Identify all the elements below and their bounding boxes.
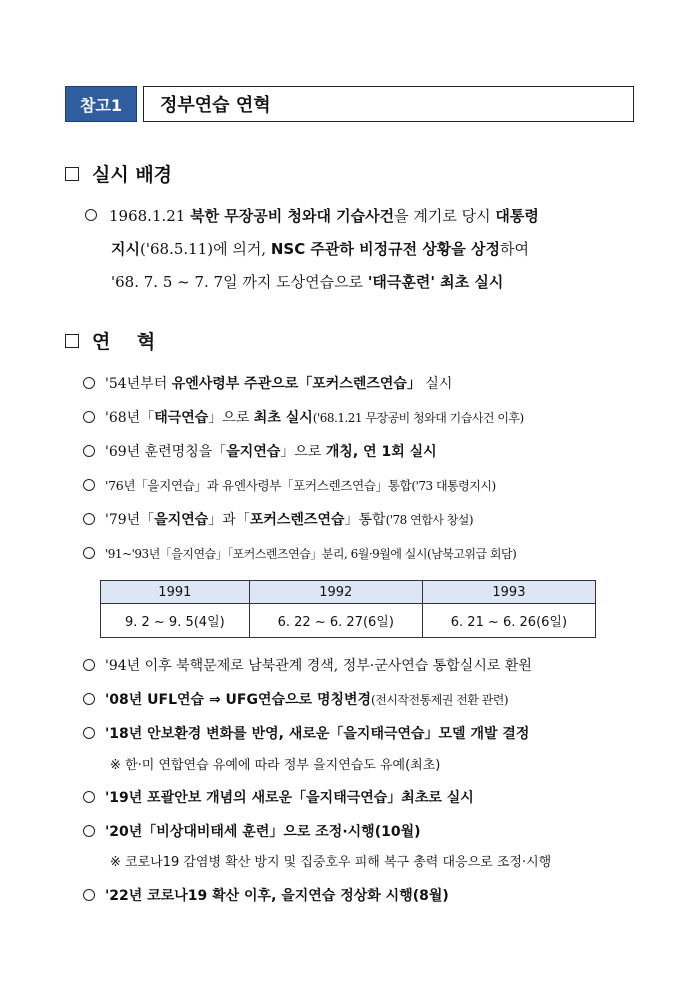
section-heading-history [65, 327, 155, 354]
bold-text: 개칭, 연 1회 실시 [325, 444, 437, 460]
history-item [83, 544, 646, 564]
text-span: '76년「을지연습」과 유엔사령부「포커스렌즈연습」통합 [105, 478, 412, 493]
table-header-row [101, 581, 596, 604]
text-span: 」통합 [344, 512, 386, 528]
paragraph-line [85, 200, 645, 233]
bold-text: 태극연습 [154, 410, 209, 426]
text-span: (남북고위급 회담) [426, 547, 517, 561]
text-span: '79년「 [105, 512, 155, 528]
circle-bullet-icon [83, 547, 95, 559]
bold-text: '태극훈련' 최초 실시 [367, 273, 504, 291]
history-item [83, 510, 646, 530]
bold-text: 포커스렌즈연습 [249, 512, 345, 528]
text-span: ('68.5.11)에 의거, [139, 240, 271, 258]
bold-text: 유엔사령부 주관으로「포커스렌즈연습」 [171, 376, 421, 392]
circle-bullet-icon [83, 659, 95, 671]
circle-bullet-icon [83, 479, 95, 491]
bold-text: '19년 포괄안보 개념의 새로운「을지태극연습」최초로 실시 [105, 790, 474, 806]
bold-text: 최초 실시 [253, 410, 313, 426]
bold-text: 을지연습 [226, 444, 281, 460]
bold-text: NSC 주관하 비정규전 상황을 상정 [270, 240, 500, 258]
bold-text: '22년 코로나19 확산 이후, 을지연습 정상화 시행(8월) [105, 888, 449, 904]
bold-text: 지시 [111, 240, 140, 258]
circle-bullet-icon [83, 825, 95, 837]
history-item [83, 690, 646, 710]
bold-text: '18년 안보환경 변화를 반영, 새로운「을지태극연습」모델 개발 결정 [105, 726, 530, 742]
text-span: '69년 훈련명칭을「 [105, 444, 227, 460]
circle-bullet-icon [83, 513, 95, 525]
text-span: '68년「 [105, 410, 155, 426]
text-span: 하여 [499, 240, 529, 258]
table-header-cell: 1992 [249, 581, 422, 604]
table-cell: 6. 21 ~ 6. 26(6일) [422, 604, 595, 638]
table-header-cell: 1991 [101, 581, 250, 604]
text-span: 」과「 [208, 512, 250, 528]
section-heading-text: 연 혁 [92, 331, 156, 353]
history-item [83, 408, 646, 428]
text-span: 실시 [425, 376, 453, 392]
text-span: 」으로 [208, 410, 254, 426]
text-span: 」으로 [280, 444, 326, 460]
text-span: ('68.1.21 무장공비 청와대 기습사건 이후) [312, 411, 524, 425]
paragraph-line [85, 233, 645, 266]
text-span: (전시작전통제권 전환 관련) [371, 693, 509, 707]
circle-bullet-icon [83, 693, 95, 705]
circle-bullet-icon [83, 445, 95, 457]
text-span: '94년 이후 북핵문제로 남북관계 경색, 정부·군사연습 통합실시로 환원 [105, 658, 532, 674]
history-item [83, 476, 646, 496]
note-text: ※ 코로나19 감염병 확산 방지 및 집중호우 피해 복구 총력 대응으로 조정·시행 [110, 855, 552, 870]
section-heading-background [65, 160, 172, 187]
year-period-table [100, 580, 596, 638]
square-bullet-icon [65, 334, 79, 348]
text-span: '54년부터 [105, 376, 172, 392]
page-title: 정부연습 연혁 [143, 86, 634, 122]
table-cell: 9. 2 ~ 9. 5(4일) [101, 604, 250, 638]
circle-bullet-icon [85, 209, 97, 221]
table-row [101, 604, 596, 638]
bold-text: 대통령 [495, 207, 539, 225]
circle-bullet-icon [83, 889, 95, 901]
table-header-cell: 1993 [422, 581, 595, 604]
text-span: '68. 7. 5 ~ 7. 7일 까지 도상연습으로 [111, 273, 368, 291]
history-item [83, 442, 646, 462]
bold-text: 북한 무장공비 청와대 기습사건 [190, 207, 395, 225]
bold-text: 을지연습 [154, 512, 209, 528]
circle-bullet-icon [83, 727, 95, 739]
circle-bullet-icon [83, 377, 95, 389]
text-span: ('73 대통령지시) [411, 479, 496, 493]
section-heading-text: 실시 배경 [92, 164, 173, 186]
background-paragraph [85, 200, 645, 299]
bold-text: '08년 UFL연습 ⇒ UFG연습으로 명칭변경 [105, 692, 372, 708]
bold-text: '20년「비상대비태세 훈련」으로 조정·시행(10월) [105, 824, 421, 840]
text-span: '91~'93년「을지연습」「포커스렌즈연습」분리, 6월·9월에 실시 [105, 547, 427, 561]
history-item [83, 788, 646, 808]
paragraph-line [85, 266, 645, 299]
note-text: ※ 한·미 연합연습 유예에 따라 정부 을지연습도 유예(최초) [110, 758, 441, 773]
text-span: 1968.1.21 [109, 207, 191, 225]
reference-badge: 참고1 [65, 86, 137, 122]
circle-bullet-icon [83, 791, 95, 803]
history-item [83, 822, 646, 842]
text-span: 을 계기로 당시 [394, 207, 496, 225]
table-cell: 6. 22 ~ 6. 27(6일) [249, 604, 422, 638]
history-item [83, 656, 646, 676]
history-item [83, 374, 646, 394]
text-span: ('78 연합사 창설) [385, 513, 474, 527]
history-item [83, 724, 646, 744]
square-bullet-icon [65, 167, 79, 181]
circle-bullet-icon [83, 411, 95, 423]
history-item [83, 886, 646, 906]
